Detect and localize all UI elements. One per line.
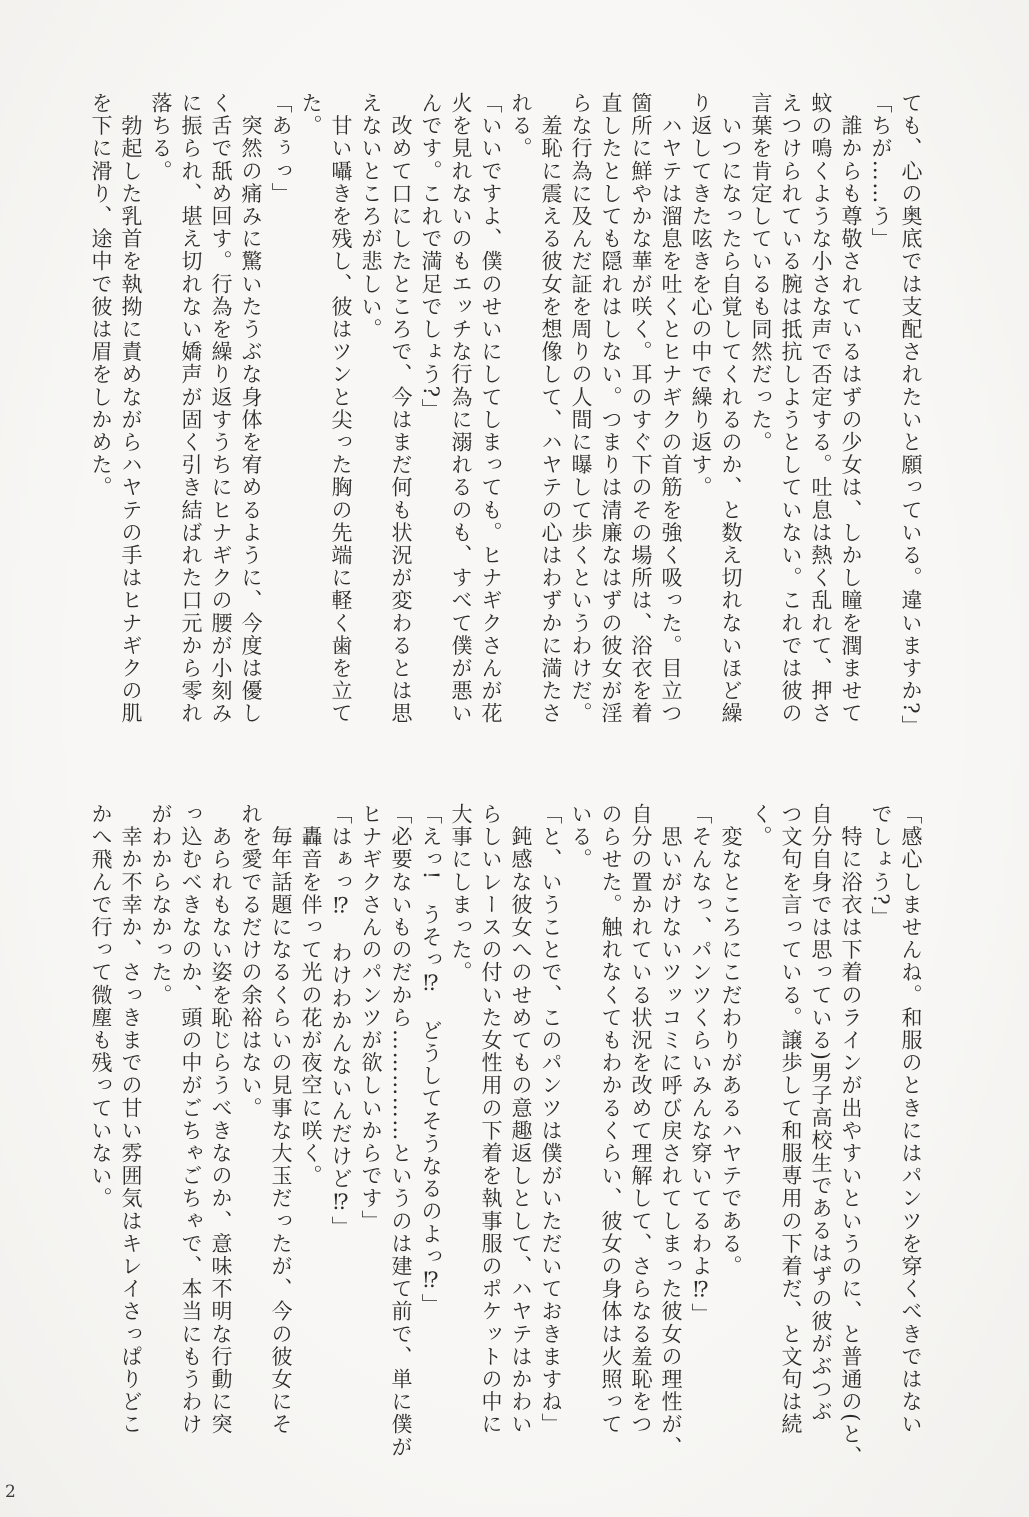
text-column: がわからなかった。 xyxy=(149,803,173,1007)
text-column: 「そんなっ、パンツくらいみんな穿いてるわよ⁉」 xyxy=(689,803,713,1326)
text-column: く。 xyxy=(749,803,773,849)
text-column: 大事にしまった。 xyxy=(449,803,473,984)
text-column: 毎年話題になるくらいの見事な大玉だったが、今の彼女にそ xyxy=(269,803,293,1436)
text-column: く舌で舐め回す。行為を繰り返すうちにヒナギクの腰が小刻み xyxy=(209,92,233,725)
text-column: 火を見れないのもエッチな行為に溺れるのも、すべて僕が悪い xyxy=(449,92,473,725)
text-column: に振られ、堪え切れない嬌声が固く引き結ばれた口元から零れ xyxy=(179,92,203,725)
text-column: 幸か不幸か、さっきまでの甘い雰囲気はキレイさっぱりどこ xyxy=(119,803,143,1436)
text-column: 「必要ないものだから……………というのは建て前で、単に僕が xyxy=(389,803,413,1459)
text-column: ても、心の奥底では支配されたいと願っている。違いますか?」 xyxy=(899,92,923,738)
text-column: 「いいですよ、僕のせいにしてしまっても。ヒナギクさんが花 xyxy=(479,92,503,725)
text-column: のらせた。触れなくてもわかるくらい、彼女の身体は火照って xyxy=(599,803,623,1436)
text-column: いる。 xyxy=(569,803,593,871)
text-column: 箇所に鮮やかな華が咲く。耳のすぐ下のその場所は、浴衣を着 xyxy=(629,92,653,725)
text-column: 特に浴衣は下着のラインが出やすいというのに、と普通の(と、 xyxy=(839,803,863,1469)
text-block-bottom xyxy=(86,803,926,1483)
text-column: れる。 xyxy=(509,92,533,160)
text-column: 轟音を伴って光の花が夜空に咲く。 xyxy=(299,803,323,1188)
text-column: 「あぅっ」 xyxy=(269,92,293,205)
text-column: 蚊の鳴くような小さな声で否定する。吐息は熱く乱れて、押さ xyxy=(809,92,833,725)
text-column: らな行為に及んだ証を周りの人間に曝して歩くというわけだ。 xyxy=(569,92,593,725)
text-column: 「と、いうことで、このパンツは僕がいただいておきますね」 xyxy=(539,803,563,1436)
text-column: 自分の置かれている状況を改めて理解して、さらなる羞恥をつ xyxy=(629,803,653,1436)
text-column: 「はぁっ⁉ わけわかんないんだけど⁉」 xyxy=(329,803,353,1239)
text-column: を下に滑り、途中で彼は眉をしかめた。 xyxy=(89,92,113,499)
text-column: ハヤテは溜息を吐くとヒナギクの首筋を強く吸った。目立つ xyxy=(659,92,683,725)
text-column: つ文句を言っている。譲歩して和服専用の下着だ、と文句は続 xyxy=(779,803,803,1436)
text-column: っ込むべきなのか、頭の中がごちゃごちゃで、本当にもうわけ xyxy=(179,803,203,1436)
text-column: 落ちる。 xyxy=(149,92,173,183)
text-column: 改めて口にしたところで、今はまだ何も状況が変わるとは思 xyxy=(389,92,413,725)
page-number: 2 xyxy=(5,1482,16,1502)
text-column: えないところが悲しい。 xyxy=(359,92,383,341)
text-column: でしょう?」 xyxy=(869,803,893,929)
text-block-top xyxy=(86,92,926,772)
text-column: 変なところにこだわりがあるハヤテである。 xyxy=(719,803,743,1278)
text-column: かへ飛んで行って微塵も残っていない。 xyxy=(89,803,113,1210)
text-column: あられもない姿を恥じらうべきなのか、意味不明な行動に突 xyxy=(209,803,233,1436)
text-column: 思いがけないツッコミに呼び戻されてしまった彼女の理性が、 xyxy=(659,803,683,1459)
text-column: んです。これで満足でしょう?」 xyxy=(419,92,443,422)
text-column: 言葉を肯定しているも同然だった。 xyxy=(749,92,773,454)
text-column: 「えっ! うそっ⁉ どうしてそうなるのよっ⁉」 xyxy=(419,803,443,1317)
text-column: 「感心しませんね。和服のときにはパンツを穿くべきではない xyxy=(899,803,923,1436)
text-column: 羞恥に震える彼女を想像して、ハヤテの心はわずかに満たさ xyxy=(539,92,563,725)
text-column: えつけられている腕は抵抗しようとしていない。これでは彼の xyxy=(779,92,803,725)
text-column: 突然の痛みに驚いたうぶな身体を宥めるように、今度は優し xyxy=(239,92,263,725)
text-column: ヒナギクさんのパンツが欲しいからです」 xyxy=(359,803,383,1233)
text-column: 鈍感な彼女へのせめてもの意趣返しとして、ハヤテはかわい xyxy=(509,803,533,1436)
text-column: 「ちが……う」 xyxy=(869,92,893,251)
text-column: 直したとしても隠れはしない。つまりは清廉なはずの彼女が淫 xyxy=(599,92,623,725)
text-column: 甘い囁きを残し、彼はツンと尖った胸の先端に軽く歯を立て xyxy=(329,92,353,725)
text-column: た。 xyxy=(299,92,323,138)
text-column: 勃起した乳首を執拗に責めながらハヤテの手はヒナギクの肌 xyxy=(119,92,143,725)
text-column: れを愛でるだけの余裕はない。 xyxy=(239,803,263,1120)
text-column: らしいレースの付いた女性用の下着を執事服のポケットの中に xyxy=(479,803,503,1436)
text-column: 誰からも尊敬されているはずの少女は、しかし瞳を潤ませて xyxy=(839,92,863,725)
text-column: いつになったら自覚してくれるのか、と数え切れないほど繰 xyxy=(719,92,743,725)
text-column: 自分自身では思っている)男子高校生であるはずの彼がぶつぶ xyxy=(809,803,833,1423)
text-column: り返してきた呟きを心の中で繰り返す。 xyxy=(689,92,713,499)
